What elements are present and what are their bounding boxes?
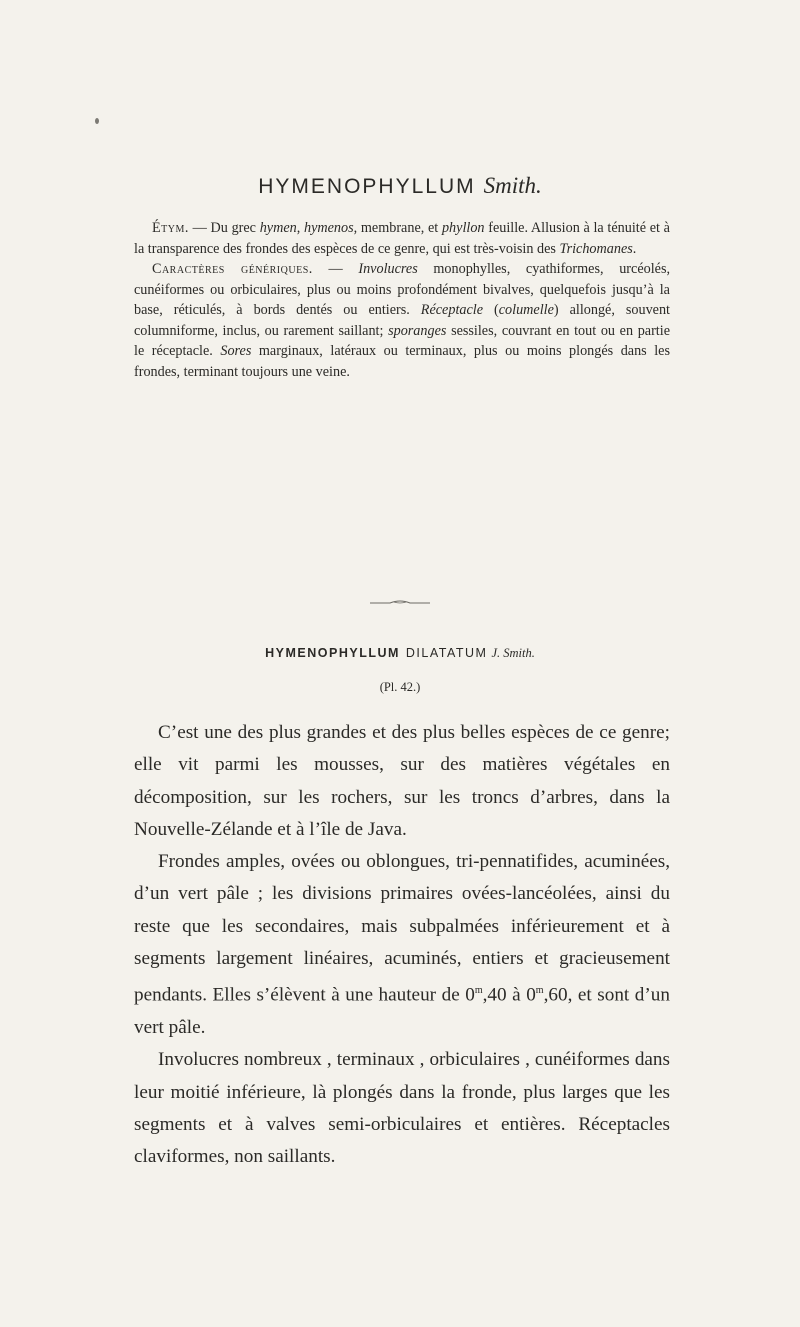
characters-text: sessiles, couvrant en tout ou en partie le réceptacle. [134,322,670,359]
species-genus: HYMENOPHYLLUM [265,646,400,660]
ink-speck [95,118,99,124]
etymology-text: , membrane, et [353,220,442,236]
plate-reference: (Pl. 42.) [379,680,421,694]
characters-text: marginaux, latéraux ou terminaux, plus ou moins plongés dans les frondes, terminant toujours une veine. [134,343,670,380]
characters-text: ( [483,302,499,318]
fronds-text: Frondes amples, ovées ou oblongues, tri-pennatifides, acuminées, d’un vert pâle ; les divisions primaires ovées-lancéolées, ainsi du reste que les secondaires, mais subpalmées inférieurement et à segments largement linéaires, acuminés, entiers et gracieusement pendants. Elles s’élèvent à une hauteur de 0 [134,851,670,1006]
genus-author: Smith. [483,173,542,198]
species-heading [0,646,800,661]
unit-superscript: m [474,985,483,997]
species-description [134,717,670,1174]
etymology-text: , [296,220,304,236]
habitat-paragraph: C’est une des plus grandes et des plus belles espèces de ce genre; elle vit parmi les mousses, sur des matières végétales en décomposition, sur les rochers, sur les troncs d’arbres, dans la Nouvelle-Zélande et à l’île de Java. [134,722,670,840]
characters-paragraph [134,259,670,382]
characters-term: columelle [498,302,554,318]
genus-title [0,173,800,199]
fronds-paragraph [134,846,670,1044]
etymology-text: feuille. Allusion à la ténuité et à la transparence des frondes des espèces de ce genre, qui est très-voisin des [134,220,670,257]
ornamental-rule [370,598,430,606]
characters-text: ) allongé, souvent columniforme, inclus, ou rarement saillant; [134,302,670,339]
characters-text: — [312,261,359,277]
etymology-label: Étym. [152,220,189,236]
etymology-text: . [632,240,637,257]
characters-term: Réceptacle [420,302,484,318]
characters-term: Involucres [358,261,418,277]
etymology-text: — Du grec [188,220,260,236]
etymology-term: phyllon [441,220,485,236]
species-author: J. Smith. [491,646,535,660]
etymology-term: Trichomanes [559,240,633,257]
characters-text: monophylles, cyathiformes, urcéolés, cunéiformes ou orbiculaires, plus ou moins profondément bivalves, quelquefois jusqu’à la base, réticulés, à bords dentés ou entiers. [134,261,671,318]
characters-label: Caractères génériques. [152,261,313,277]
etymology-term: hymen [259,220,297,236]
involucres-paragraph: Involucres nombreux , terminaux , orbiculaires , cunéiformes dans leur moitié inférieure, là plongés dans la fronde, plus larges que les segments et à valves semi-orbiculaires et entières. Réceptacles claviformes, non saillants. [134,1049,670,1168]
fronds-text: ,40 à 0 [482,984,536,1006]
etymology-paragraph [134,218,670,259]
unit-superscript: m [535,985,544,997]
species-epithet: DILATATUM [405,646,488,660]
characters-term: Sores [220,343,252,359]
genus-intro [134,218,670,382]
etymology-term: hymenos [303,220,354,236]
fronds-text: ,60, et sont d’un vert pâle. [134,984,670,1039]
characters-term: sporanges [388,322,447,339]
genus-name: HYMENOPHYLLUM [258,175,476,198]
